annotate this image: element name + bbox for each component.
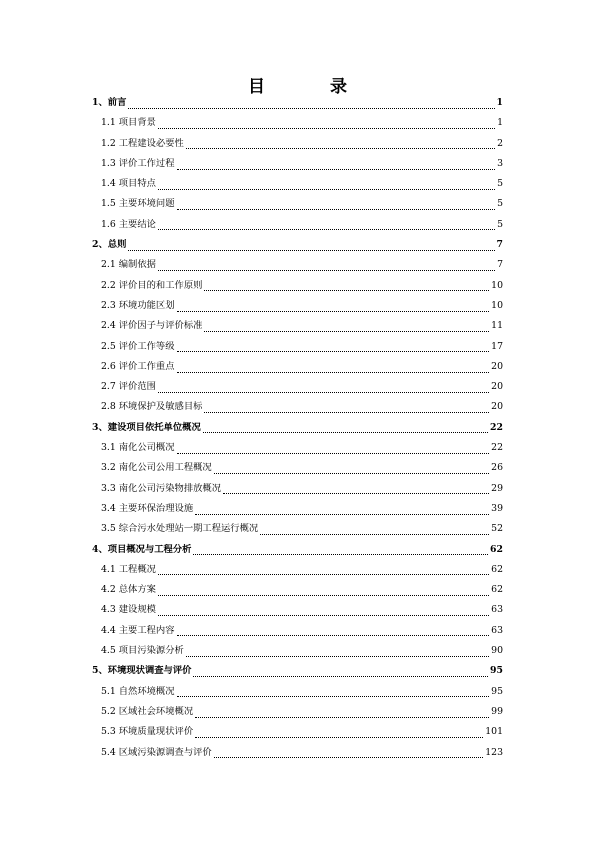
toc-entry-label: 1、前言 (92, 97, 127, 108)
toc-section-entry[interactable] (92, 154, 503, 174)
toc-section-entry[interactable] (92, 337, 503, 357)
toc-entry-label: 2.4 评价因子与评价标准 (101, 320, 203, 332)
toc-dot-leader (195, 711, 489, 718)
toc-entry-label: 1.6 主要结论 (101, 218, 156, 230)
toc-page-number: 7 (496, 239, 503, 251)
toc-dot-leader (214, 467, 489, 474)
toc-page-number: 63 (491, 624, 503, 636)
toc-entry-label: 4.3 建设规模 (101, 604, 156, 616)
toc-section-entry[interactable] (92, 296, 503, 316)
toc-dot-leader (158, 183, 495, 190)
toc-entry-label: 4、项目概况与工程分析 (92, 543, 192, 555)
toc-section-entry[interactable] (92, 499, 503, 519)
toc-page-number: 17 (491, 340, 503, 352)
toc-entry-label: 3.2 南化公司公用工程概况 (101, 462, 212, 474)
toc-section-entry[interactable] (92, 215, 503, 235)
toc-page-number: 63 (491, 604, 503, 616)
toc-dot-leader (158, 122, 495, 129)
toc-dot-leader (128, 244, 494, 251)
toc-entry-label: 2、总则 (92, 239, 127, 251)
toc-page-number: 10 (491, 299, 503, 311)
toc-entry-label: 5.1 自然环境概况 (101, 685, 175, 697)
toc-entry-label: 3.4 主要环保治理设施 (101, 502, 194, 514)
toc-dot-leader (158, 264, 495, 271)
toc-section-entry[interactable] (92, 743, 503, 763)
toc-page-number: 20 (491, 381, 503, 393)
toc-dot-leader (260, 528, 489, 535)
toc-dot-leader (177, 366, 490, 373)
toc-dot-leader (195, 731, 483, 738)
toc-page-number: 62 (490, 543, 503, 555)
toc-dot-leader (186, 650, 489, 657)
toc-entry-label: 2.6 评价工作重点 (101, 360, 175, 372)
toc-entry-label: 5、环境现状调查与评价 (92, 665, 192, 677)
toc-dot-leader (177, 345, 490, 352)
toc-chapter-entry[interactable] (92, 661, 503, 681)
toc-section-entry[interactable] (92, 316, 503, 336)
toc-section-entry[interactable] (92, 682, 503, 702)
toc-section-entry[interactable] (92, 479, 503, 499)
toc-page-number: 39 (491, 502, 503, 514)
toc-section-entry[interactable] (92, 377, 503, 397)
toc-dot-leader (158, 568, 489, 575)
toc-page-number: 123 (485, 746, 503, 758)
toc-page-number: 95 (490, 665, 503, 677)
toc-page-number: 62 (491, 563, 503, 575)
toc-page-number: 1 (497, 117, 503, 129)
toc-dot-leader (158, 386, 489, 393)
toc-page-number: 52 (491, 523, 503, 535)
toc-section-entry[interactable] (92, 397, 503, 417)
toc-section-entry[interactable] (92, 113, 503, 133)
toc-dot-leader (204, 325, 489, 332)
toc-entry-label: 5.2 区域社会环境概况 (101, 705, 194, 717)
toc-page-number: 11 (491, 320, 503, 332)
toc-dot-leader (195, 508, 489, 515)
toc-section-entry[interactable] (92, 458, 503, 478)
toc-dot-leader (223, 487, 489, 494)
toc-page-number: 5 (497, 178, 503, 190)
toc-dot-leader (193, 670, 488, 677)
toc-page-number: 101 (485, 726, 503, 738)
toc-section-entry[interactable] (92, 134, 503, 154)
toc-section-entry[interactable] (92, 600, 503, 620)
toc-entry-label: 2.3 环境功能区划 (101, 299, 175, 311)
toc-entry-label: 2.7 评价范围 (101, 381, 156, 393)
toc-page-number: 5 (497, 198, 503, 210)
toc-page-number: 2 (497, 137, 503, 149)
toc-page-number: 3 (497, 157, 503, 169)
toc-entry-label: 2.8 环境保护及敏感目标 (101, 401, 203, 413)
toc-entry-label: 3.5 综合污水处理站一期工程运行概况 (101, 523, 259, 535)
toc-section-entry[interactable] (92, 722, 503, 742)
toc-dot-leader (177, 690, 490, 697)
toc-entry-label: 2.1 编制依据 (101, 259, 156, 271)
toc-entry-label: 1.2 工程建设必要性 (101, 137, 184, 149)
toc-entry-label: 4.4 主要工程内容 (101, 624, 175, 636)
toc-section-entry[interactable] (92, 357, 503, 377)
toc-section-entry[interactable] (92, 560, 503, 580)
toc-dot-leader (177, 203, 496, 210)
toc-page-number: 95 (491, 685, 503, 697)
toc-section-entry[interactable] (92, 641, 503, 661)
toc-section-entry[interactable] (92, 621, 503, 641)
toc-page-number: 20 (491, 360, 503, 372)
table-of-contents (92, 93, 503, 763)
toc-dot-leader (177, 305, 490, 312)
toc-entry-label: 4.5 项目污染源分析 (101, 645, 184, 657)
toc-chapter-entry[interactable] (92, 540, 503, 560)
toc-dot-leader (204, 284, 489, 291)
toc-entry-label: 3.3 南化公司污染物排放概况 (101, 482, 222, 494)
toc-entry-label: 2.5 评价工作等级 (101, 340, 175, 352)
toc-page-number: 1 (496, 97, 503, 108)
toc-entry-label: 5.4 区域污染源调查与评价 (101, 746, 212, 758)
toc-page-number: 7 (497, 259, 503, 271)
toc-entry-label: 1.1 项目背景 (101, 117, 156, 129)
toc-page-number: 99 (491, 705, 503, 717)
toc-entry-label: 4.1 工程概况 (101, 563, 156, 575)
toc-section-entry[interactable] (92, 702, 503, 722)
toc-chapter-entry[interactable] (92, 418, 503, 438)
toc-entry-label: 1.3 评价工作过程 (101, 157, 175, 169)
toc-page-number: 5 (497, 218, 503, 230)
toc-page-number: 26 (491, 462, 503, 474)
toc-dot-leader (193, 548, 488, 555)
toc-dot-leader (204, 406, 489, 413)
toc-dot-leader (158, 589, 489, 596)
toc-section-entry[interactable] (92, 276, 503, 296)
toc-dot-leader (158, 609, 489, 616)
toc-section-entry[interactable] (92, 194, 503, 214)
toc-entry-label: 2.2 评价目的和工作原则 (101, 279, 203, 291)
toc-entry-label: 1.5 主要环境问题 (101, 198, 175, 210)
toc-page-number: 90 (491, 645, 503, 657)
toc-chapter-entry[interactable] (92, 93, 503, 113)
toc-entry-label: 4.2 总体方案 (101, 584, 156, 596)
page-title: 目 录 (248, 77, 371, 97)
toc-chapter-entry[interactable] (92, 235, 503, 255)
toc-dot-leader (177, 629, 490, 636)
toc-page-number: 62 (491, 584, 503, 596)
toc-section-entry[interactable] (92, 255, 503, 275)
toc-entry-label: 5.3 环境质量现状评价 (101, 726, 194, 738)
toc-entry-label: 3.1 南化公司概况 (101, 442, 175, 454)
toc-section-entry[interactable] (92, 580, 503, 600)
toc-entry-label: 3、建设项目依托单位概况 (92, 421, 201, 433)
toc-dot-leader (177, 447, 490, 454)
toc-dot-leader (214, 751, 484, 758)
toc-dot-leader (158, 223, 495, 230)
toc-section-entry[interactable] (92, 438, 503, 458)
toc-page-number: 29 (491, 482, 503, 494)
toc-dot-leader (203, 426, 488, 433)
toc-dot-leader (177, 163, 496, 170)
toc-section-entry[interactable] (92, 174, 503, 194)
toc-entry-label: 1.4 项目特点 (101, 178, 156, 190)
toc-page-number: 22 (491, 442, 503, 454)
toc-dot-leader (186, 142, 495, 149)
toc-section-entry[interactable] (92, 519, 503, 539)
toc-page-number: 22 (490, 421, 503, 433)
toc-dot-leader (128, 102, 494, 109)
toc-page-number: 20 (491, 401, 503, 413)
toc-page-number: 10 (491, 279, 503, 291)
